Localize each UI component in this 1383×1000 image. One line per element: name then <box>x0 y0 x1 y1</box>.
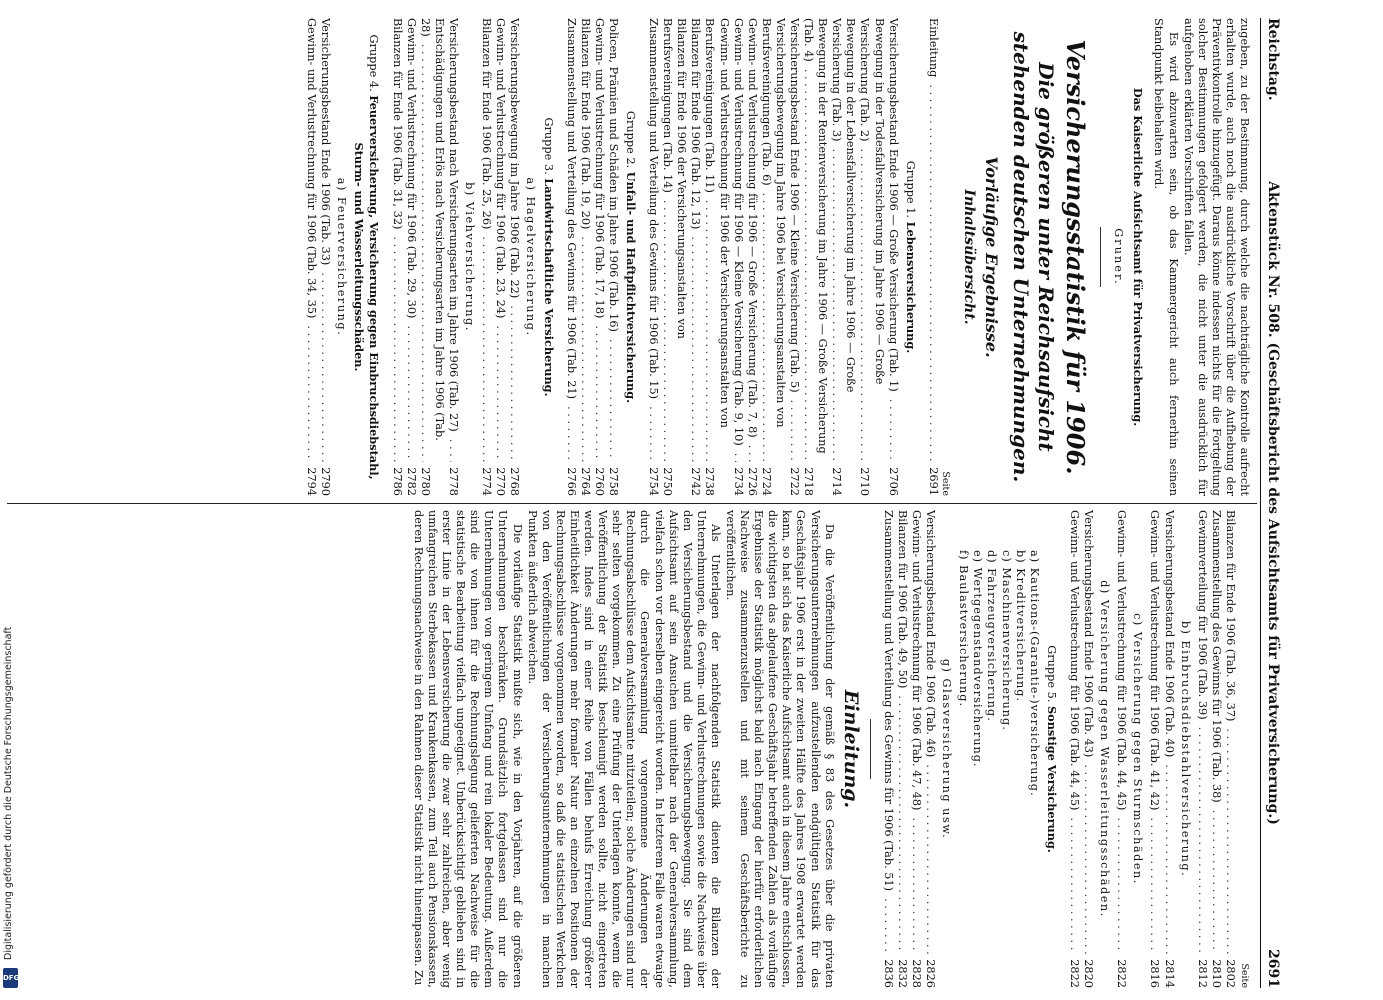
toc-entry-page: 2826 <box>923 954 937 988</box>
toc-entry-text: Gewinn- und Verlustrechnung für 1906 (Tab. 29, 30) <box>405 18 418 321</box>
subsection-heading: a) Feuerversicherung. <box>335 177 349 337</box>
toc-entry-text: Versicherungsbestand Ende 1906 (Tab. 43) <box>1082 510 1095 760</box>
toc-entry[interactable] <box>404 18 418 496</box>
toc-group-1 <box>646 18 900 496</box>
toc-entry-text: Entschädigungen und Erlös nach Versicherungsarten im Jahre 1906 (Tab. 28) <box>418 18 446 441</box>
toc-entry-text: Versicherungsbestand Ende 1906 (Tab. 33) <box>319 18 332 268</box>
toc-entry-text: Bilanzen für Ende 1906 (Tab. 12, 13) <box>689 18 702 232</box>
separator-rule <box>870 719 871 779</box>
toc-entry-text: Bilanzen für Ende 1906 (Tab. 19, 20) <box>579 18 592 232</box>
toc-entry[interactable] <box>318 18 332 496</box>
group-heading: Gruppe 4. Feuerversicherung, Versicherung gegen Einbruchsdiebstahl, Sturm- und Wasserleitungsschäden. <box>352 34 382 480</box>
toc-entry-text: Zusammenstellung und Verteilung des Gewinns für 1906 (Tab. 21) <box>565 18 578 402</box>
toc-entry-text: Bewegung in der Rentenversicherung im Jahre 1906 — Große Versicherung (Tab. 4) <box>802 18 830 454</box>
toc-entry-text: Gewinn- und Verlustrechnung für 1906 (Tab. 47, 48) <box>910 510 923 813</box>
toc-entry[interactable] <box>390 18 404 496</box>
toc-entry-page: 2794 <box>304 462 318 496</box>
toc-entry[interactable] <box>909 510 923 988</box>
toc-entry-page: 2790 <box>318 462 332 496</box>
toc-entry-text: Bilanzen für Ende 1906 (Tab. 25, 26) <box>480 18 493 232</box>
toc-entry-page: 2820 <box>1081 954 1095 988</box>
toc-entry[interactable] <box>1223 510 1237 988</box>
toc-entry[interactable] <box>1067 510 1081 988</box>
subsection-heading: c) Versicherung gegen Sturmschäden. <box>1131 613 1145 885</box>
toc-entry-text: Versicherungsbestand Ende 1906 (Tab. 46) <box>924 510 937 760</box>
toc-entry-page: 2754 <box>646 462 660 496</box>
toc-entry-text: Gewinn- und Verlustrechnung für 1906 (Tab. 23, 24) <box>494 18 507 321</box>
toc-entry[interactable] <box>745 18 759 496</box>
column-divider <box>7 503 1257 504</box>
toc-entry-page: 2822 <box>1114 954 1128 988</box>
toc-heading: Inhaltsübersicht. <box>961 189 978 325</box>
document-page <box>2 18 1285 988</box>
toc-entry[interactable] <box>759 18 787 496</box>
toc-entry-page: 2764 <box>578 462 592 496</box>
toc-entry[interactable] <box>418 18 446 496</box>
toc-entry[interactable] <box>801 18 829 496</box>
watermark-text: Digitalisierung gefördert durch die Deutsche Forschungsgemeinschaft <box>3 626 14 960</box>
toc-entry-text: Gewinn- und Verlustrechnung für 1906 (Tab. 34, 35) <box>305 18 318 321</box>
group-heading: Gruppe 1. Lebensversicherung. <box>903 160 918 354</box>
main-title: Versicherungsstatistik für 1906. <box>1061 39 1091 475</box>
toc-entry-page: 2778 <box>446 462 460 496</box>
toc-entry[interactable] <box>660 18 688 496</box>
toc-entry-text: Versicherungsbestand nach Versicherungsarten im Jahre 1906 (Tab. 27) <box>447 18 460 435</box>
toc-entry-text: Gewinn- und Verlustrechnung für 1906 — Kleine Versicherung (Tab. 9, 10) <box>732 18 745 449</box>
toc-group-3a <box>479 18 521 496</box>
toc-entry-page: 2814 <box>1161 954 1175 988</box>
toc-entry-text: Versicherungsbewegung im Jahre 1906 bei Versicherungsanstalten von Berufsvereinigungen (Tab. 6) <box>759 18 787 428</box>
toc-entry-page: 2786 <box>390 462 404 496</box>
toc-entry-page: 2758 <box>606 462 620 496</box>
toc-entry-page: 2774 <box>479 462 493 496</box>
group-heading: Gruppe 5. Sonstige Versicherung. <box>1044 645 1059 853</box>
subsection-heading: b) Einbruchsdiebstahlversicherung. <box>1178 620 1192 878</box>
toc-entry-text: Versicherungsbestand Ende 1906 — Kleine Versicherung (Tab. 5) <box>788 18 801 396</box>
toc-group-5 <box>881 510 937 988</box>
toc-entry-page: 2822 <box>1067 954 1081 988</box>
toc-entry-text: Bilanzen für Ende 1906 (Tab. 36, 37) <box>1224 510 1237 724</box>
toc-entry[interactable] <box>1161 510 1175 988</box>
toc-entry-page: 2738 <box>702 462 716 496</box>
toc-entry-text: Bewegung in der Todesfallversicherung im Jahre 1906 — Große Versicherung (Tab. 2) <box>858 18 886 385</box>
toc-entry-page: 2770 <box>493 462 507 496</box>
seite-label: Seite <box>1239 963 1250 988</box>
toc-entry[interactable] <box>1081 510 1095 988</box>
list-item: c) Maschinenversicherung. <box>999 550 1013 731</box>
watermark <box>1 520 21 990</box>
toc-group-3b <box>390 18 460 496</box>
separator-rule <box>1100 227 1101 287</box>
toc-entry[interactable] <box>857 18 885 496</box>
results-heading: Vorläufige Ergebnisse. <box>982 156 1002 358</box>
subsection-heading: b) Viehversicherung. <box>463 182 477 332</box>
toc-entry[interactable] <box>592 18 606 496</box>
toc-entry[interactable] <box>606 18 620 496</box>
toc-entry[interactable] <box>731 18 745 496</box>
toc-entry-text: Zusammenstellung und Verteilung des Gewinns für 1906 (Tab. 15) <box>647 18 660 402</box>
toc-entry-text: Gewinnverteilung für 1906 (Tab. 39) <box>1196 510 1209 723</box>
toc-entry[interactable] <box>895 510 909 988</box>
toc-entry-text: Bilanzen für 1906 (Tab. 49, 50) <box>896 510 909 691</box>
toc-entry-text: Bewegung in der Lebensfallversicherung im Jahre 1906 — Große Versicherung (Tab. 3) <box>830 18 858 393</box>
toc-entry-page: 2782 <box>404 462 418 496</box>
toc-entry[interactable] <box>886 18 900 496</box>
toc-entry-page: 2802 <box>1223 954 1237 988</box>
toc-entry[interactable] <box>507 18 521 496</box>
list-item: b) Kreditversicherung. <box>1013 550 1027 703</box>
toc-entry-page: 2832 <box>895 954 909 988</box>
toc-group-4c <box>1114 510 1128 988</box>
subsection-heading: d) Versicherung gegen Wasserleitungsschäden. <box>1098 580 1112 918</box>
toc-entry-text: Bilanzen für Ende 1906 (Tab. 31, 32) <box>391 18 404 232</box>
toc-entry-page: 2714 <box>829 462 843 496</box>
toc-entry[interactable] <box>1195 510 1209 988</box>
list-item: e) Wertgegenstandversicherung. <box>971 550 985 768</box>
group5-items <box>956 510 1041 988</box>
subsection-heading: g) Glasversicherung usw. <box>940 658 954 840</box>
toc-entry[interactable] <box>923 510 937 988</box>
signature-name: Gruner. <box>1112 228 1126 286</box>
list-item: a) Kautions-(Garantie-)versicherung. <box>1027 550 1041 797</box>
einleitung-paragraph-3: Die vorläufige Statistik mußte sich, wie in den Vorjahren, auf die größeren Unternehmungen beschränken. Grundsätzlich fortgelassen sind nur die Unternehmungen von geringem Umfang und rein lokaler Bedeutung. Außerdem sind die von ihnen für die Rechnungslegung gelieferten Nachweise für die statistische Bearbeitung vielfach ungeeignet. Unberücksichtigt geblieben sind in erster Linie in der Lebensversicherung die zwar sehr zahlreichen, aber wenig umfangreichen Sterbekassen und Krankenkassen, zum Teil auch Pensionskassen, deren Rechnungsnachweise in den Rahmen dieser Statistik nicht hineinpassen. Zu <box>411 510 524 988</box>
intro-paragraph-2: Es wird abzuwarten sein, ob das Kammergericht auch fernerhin seinen Standpunkt beibehalten wird. <box>1152 18 1180 496</box>
subsection-heading: a) Hagelversicherung. <box>524 177 538 337</box>
toc-entry-page: 2766 <box>564 462 578 496</box>
toc-group-2 <box>564 18 620 496</box>
toc-entry-text: Gewinn- und Verlustrechnung für 1906 (Tab. 41, 42) <box>1148 510 1161 813</box>
list-item: d) Fahrzeugversicherung. <box>985 550 999 722</box>
page-number: 2691 <box>1265 949 1281 988</box>
toc-entry-text: Versicherungsbestand Ende 1906 (Tab. 40) <box>1163 510 1176 760</box>
list-item: f) Baulastversicherung. <box>957 550 971 708</box>
toc-entry[interactable] <box>493 18 507 496</box>
toc-entry[interactable] <box>1147 510 1161 988</box>
toc-entry-text: Versicherungsbewegung im Jahre 1906 (Tab. 22) <box>508 18 521 301</box>
toc-entry-page: 2726 <box>745 462 759 496</box>
group-heading: Gruppe 2. Unfall- und Haftpflichtversicherung. <box>624 110 638 404</box>
left-column <box>11 18 1251 496</box>
signature-authority: Das Kaiserliche Aufsichtsamt für Privatversicherung. <box>1131 87 1146 427</box>
intro-paragraph-1: zugeben, zu der Bestimmung, durch welche die nachträgliche Kontrolle aufrecht erhalten wurde, auch noch die ausdrückliche Vorschrift über die Aufhebung der Präventivkontrolle hinzugefügt. Daraus könne indessen nichts für die Fortgeltung solcher Bestimmungen gefolgert werden, die nicht unter die ausdrücklich für aufgehoben erklärten Vorschriften fallen. <box>1181 18 1251 496</box>
toc-entry-page: 2718 <box>801 462 815 496</box>
einleitung-paragraph-2: Als Unterlagen der nachfolgenden Statistik dienten die Bilanzen der Unternehmungen, die Gewinn- und Verlustrechnungen sowie die Nachweise über den Versicherungsbestand und die Versicherungsbewegung. Sie sind dem Aufsichtsamt auf sein Ansuchen unmittelbar nach der Generalversammlung, vielfach schon vor derselben eingereicht worden. In letzterem Falle waren etwaige durch die Generalversammlung vorgenommene Änderungen der Rechnungsabschlüsse dem Aufsichtsamte mitzuteilen; solche Änderungen sind nur sehr selten vorgekommen. Zu eine Prüfung der Unterlagen konnte, wenn die Veröffentlichung der Statistik beschleunigt werden sollte, nicht eingetreten werden. Indes sind in einer Reihe von Fällen behufs Erreichung größerer Einheitlichkeit Änderungen mehr formaler Natur an einzelnen Positionen der Rechnungsabschlüsse vorgenommen worden, so daß die statistischen Werkchen von den Veröffentlichungen der Versicherungsunternehmungen in manchen Punkten äußerlich abweichen. <box>525 510 722 988</box>
toc-entry-einleitung[interactable]: Einleitung . . . 2691 <box>926 18 940 496</box>
toc-entry[interactable] <box>578 18 592 496</box>
group-heading: Gruppe 3. Landwirtschaftliche Versicherung. <box>541 117 556 397</box>
toc-entry-page: 2722 <box>787 462 801 496</box>
einleitung-title: Einleitung. <box>839 689 862 809</box>
toc-entry-page: 2836 <box>881 954 895 988</box>
toc-entry-text: Policen, Prämien und Schäden im Jahre 1906 (Tab. 16) <box>607 18 620 335</box>
einleitung-paragraph-1: Da die Veröffentlichung der gemäß § 83 des Gesetzes über die privaten Versicherungsunternehmungen aufzustellenden endgültigen Statistik für das Geschäftsjahr 1906 erst in der zweiten Hälfte des Jahres 1908 erwartet werden kann, so hat sich das Kaiserliche Aufsichtsamt auch in diesem Jahre entschlossen, die wichtigsten das abgelaufene Geschäftsjahr betreffenden Zahlen als vorläufige Ergebnisse der Statistik möglichst bald nach Eingang der hierfür erforderlichen Nachweise zusammenzustellen und mit seinem Geschäftsberichte zu veröffentlichen. <box>724 510 836 988</box>
toc-entry-text: Gewinn- und Verlustrechnung für 1906 (Tab. 17, 18) <box>593 18 606 321</box>
right-column <box>11 510 1251 988</box>
subtitle: Die größeren unter Reichsaufsicht stehenden deutschen Unternehmungen. <box>1009 31 1059 483</box>
toc-entry-page: 2724 <box>759 462 773 496</box>
toc-entry[interactable] <box>1114 510 1128 988</box>
toc-entry-page: 2742 <box>688 462 702 496</box>
toc-entry-page: 2760 <box>592 462 606 496</box>
toc-group-4d <box>1067 510 1095 988</box>
toc-entry-page: 2750 <box>660 462 674 496</box>
toc-entry[interactable] <box>787 18 801 496</box>
toc-entry-text: Gewinn- und Verlustrechnung für 1906 — Große Versicherung (Tab. 7, 8) <box>746 18 759 441</box>
toc-entry[interactable] <box>479 18 493 496</box>
header-left: Reichstag. <box>1265 18 1281 101</box>
toc-entry[interactable] <box>646 18 660 496</box>
dfg-logo: DFG <box>3 968 18 988</box>
toc-entry-text: Gewinn- und Verlustrechnung für 1906 (Tab. 44, 45) <box>1115 510 1128 813</box>
toc-group-4b <box>1147 510 1175 988</box>
toc-entry-page: 2768 <box>507 462 521 496</box>
toc-continued <box>1195 510 1237 988</box>
toc-entry[interactable] <box>881 510 895 988</box>
toc-entry-page: 2828 <box>909 954 923 988</box>
toc-entry[interactable] <box>688 18 702 496</box>
toc-entry-page: 2734 <box>731 462 745 496</box>
toc-entry[interactable] <box>702 18 730 496</box>
toc-group-4a <box>304 18 332 496</box>
toc-entry-page: 2812 <box>1195 954 1209 988</box>
toc-entry[interactable] <box>304 18 318 496</box>
toc-entry-text: Zusammenstellung des Gewinns für 1906 (Tab. 38) <box>1210 510 1223 806</box>
seite-label: Seite <box>939 471 951 496</box>
toc-entry-page: 2710 <box>857 462 871 496</box>
page-header <box>1260 18 1285 988</box>
toc-entry[interactable] <box>829 18 857 496</box>
toc-entry-text: Gewinn- und Verlustrechnung für 1906 (Tab. 44, 45) <box>1068 510 1081 813</box>
header-center: Aktenstück Nr. 508. (Geschäftsbericht des Aufsichtsamts für Privatversicherung.) <box>1265 181 1281 825</box>
toc-entry-page: 2706 <box>886 462 900 496</box>
toc-entry-text: Zusammenstellung und Verteilung des Gewinns für 1906 (Tab. 51) <box>882 510 895 894</box>
toc-entry-text: Gewinn- und Verlustrechnung für 1906 der Versicherungsanstalten von Berufsvereinigungen (Tab. 11) <box>703 18 731 428</box>
toc-entry-text: Bilanzen für Ende 1906 der Versicherungsanstalten von Berufsvereinigungen (Tab. 14) <box>661 18 689 339</box>
toc-entry-page: 2810 <box>1209 954 1223 988</box>
toc-entry[interactable] <box>446 18 460 496</box>
toc-entry[interactable] <box>1209 510 1223 988</box>
toc-entry-text: Versicherungsbestand Ende 1906 — Große Versicherung (Tab. 1) <box>887 18 900 395</box>
toc-entry-page: 2780 <box>418 462 432 496</box>
toc-entry-page: 2816 <box>1147 954 1161 988</box>
toc-entry[interactable] <box>564 18 578 496</box>
